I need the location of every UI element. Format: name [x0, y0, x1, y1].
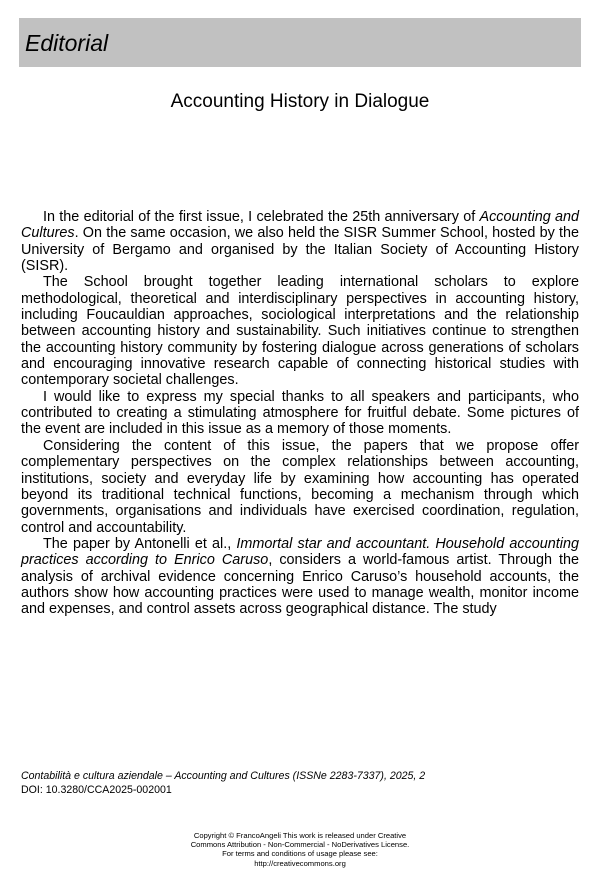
body-paragraph-4: Considering the content of this issue, the papers that we propose offer complementary perspectives on the complex relationships between accounting, institutions, society and everyday life by examining how accounting has operated beyond its traditional technical functions, becoming a mechanism through which governments, organisations and individuals have exercised coordination, regulation, control and accountability.: [21, 437, 579, 536]
copyright-line-3: For terms and conditions of usage please see:: [222, 849, 378, 859]
copyright-line-2: Commons Attribution - Non-Commercial - NoDerivatives License.: [190, 840, 410, 850]
copyright-link: http://creativecommons.org: [254, 858, 346, 868]
journal-title-italic: Accounting and Cultures: [21, 209, 579, 242]
article-title: Accounting History in Dialogue: [170, 91, 430, 112]
section-label: Editorial: [25, 30, 109, 56]
body-paragraph-1: [21, 209, 579, 274]
paragraph-text: . On the same occasion, we also held the SISR Summer School, hosted by the University of Bergamo and organised by the Italian Society of Accounting History (SISR).: [21, 225, 579, 275]
body-paragraph-2: The School brought together leading international scholars to explore methodological, theoretical and interdisciplinary perspectives in accounting history, including Foucauldian approaches, sociological interpretations and the relationship between accounting history and sustainability. Such initiatives continue to strengthen the accounting history community by fostering dialogue across generations of scholars and encouraging innovative research capable of connecting historical studies with contemporary societal challenges.: [21, 274, 579, 389]
article-body: [21, 209, 579, 618]
body-paragraph-5: [21, 536, 579, 618]
copyright-notice: [0, 831, 600, 868]
paper-title-italic: Immortal star and accountant. Household accounting practices according to Enrico Caruso: [21, 535, 579, 569]
footer-meta: [21, 770, 579, 797]
journal-citation: Contabilità e cultura aziendale – Accounting and Cultures (ISSNe 2283-7337), 2025, 2: [21, 770, 426, 782]
section-header-band: [19, 18, 581, 67]
copyright-line-1: Copyright © FrancoAngeli This work is released under Creative: [193, 831, 407, 840]
body-paragraph-3: I would like to express my special thanks to all speakers and participants, who contributed to creating a stimulating atmosphere for fruitful debate. Some pictures of the event are included in this issue as a memory of those moments.: [21, 388, 579, 438]
paragraph-text: , considers a world-famous artist. Through the analysis of archival evidence concerning Enrico Caruso’s household accounts, the authors show how accounting practices were used to manage wealth, monitor income and expenses, and control assets across geographical distance. The study: [21, 552, 580, 618]
paragraph-text: In the editorial of the first issue, I celebrated the 25th anniversary of: [43, 209, 480, 225]
paragraph-text: The paper by Antonelli et al.,: [43, 535, 237, 552]
doi-line: DOI: 10.3280/CCA2025-002001: [21, 783, 172, 796]
